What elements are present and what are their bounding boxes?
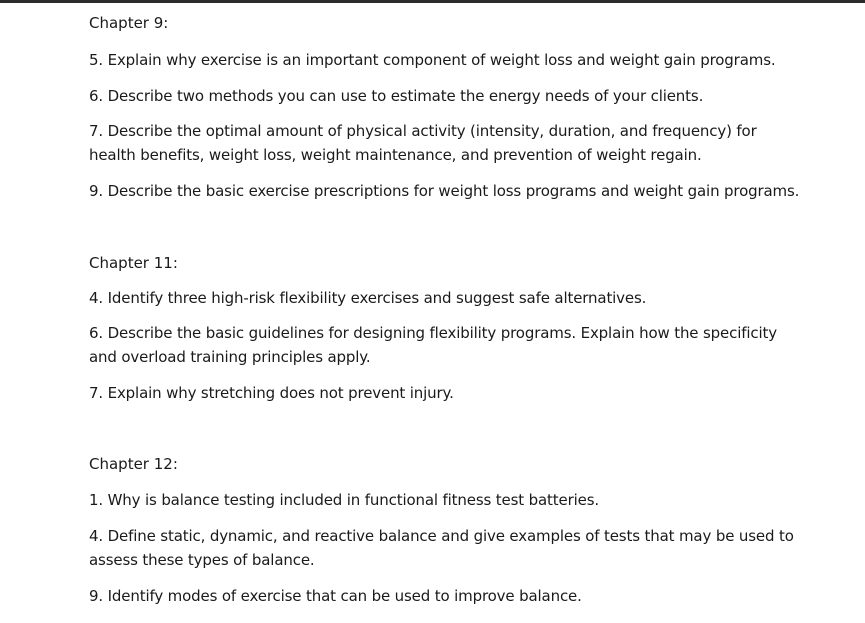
question-item xyxy=(89,488,809,512)
question-line: 9. Identify modes of exercise that can be used to improve balance. xyxy=(89,587,582,605)
question-item xyxy=(89,286,809,310)
top-border xyxy=(0,0,865,3)
question-item xyxy=(89,381,809,405)
question-item xyxy=(89,524,809,572)
question-item xyxy=(89,119,809,167)
question-line: and overload training principles apply. xyxy=(89,348,371,366)
question-line: 7. Describe the optimal amount of physical activity (intensity, duration, and frequency) for xyxy=(89,122,757,140)
question-item xyxy=(89,179,809,203)
question-line: 5. Explain why exercise is an important component of weight loss and weight gain programs. xyxy=(89,51,776,69)
chapter-heading: Chapter 11: xyxy=(89,254,178,272)
question-item xyxy=(89,48,809,72)
question-line: 6. Describe the basic guidelines for designing flexibility programs. Explain how the specificity xyxy=(89,324,777,342)
question-item xyxy=(89,321,809,369)
question-line: 6. Describe two methods you can use to estimate the energy needs of your clients. xyxy=(89,87,704,105)
question-line: 7. Explain why stretching does not prevent injury. xyxy=(89,384,454,402)
chapter-heading: Chapter 12: xyxy=(89,455,178,473)
question-item xyxy=(89,584,809,608)
chapter-heading: Chapter 9: xyxy=(89,14,169,32)
question-line: 4. Define static, dynamic, and reactive balance and give examples of tests that may be used to xyxy=(89,527,794,545)
question-line: 1. Why is balance testing included in functional fitness test batteries. xyxy=(89,491,599,509)
question-item xyxy=(89,84,809,108)
question-line: assess these types of balance. xyxy=(89,551,315,569)
question-line: 4. Identify three high-risk flexibility exercises and suggest safe alternatives. xyxy=(89,289,647,307)
question-line: health benefits, weight loss, weight maintenance, and prevention of weight regain. xyxy=(89,146,702,164)
question-line: 9. Describe the basic exercise prescriptions for weight loss programs and weight gain programs. xyxy=(89,182,800,200)
